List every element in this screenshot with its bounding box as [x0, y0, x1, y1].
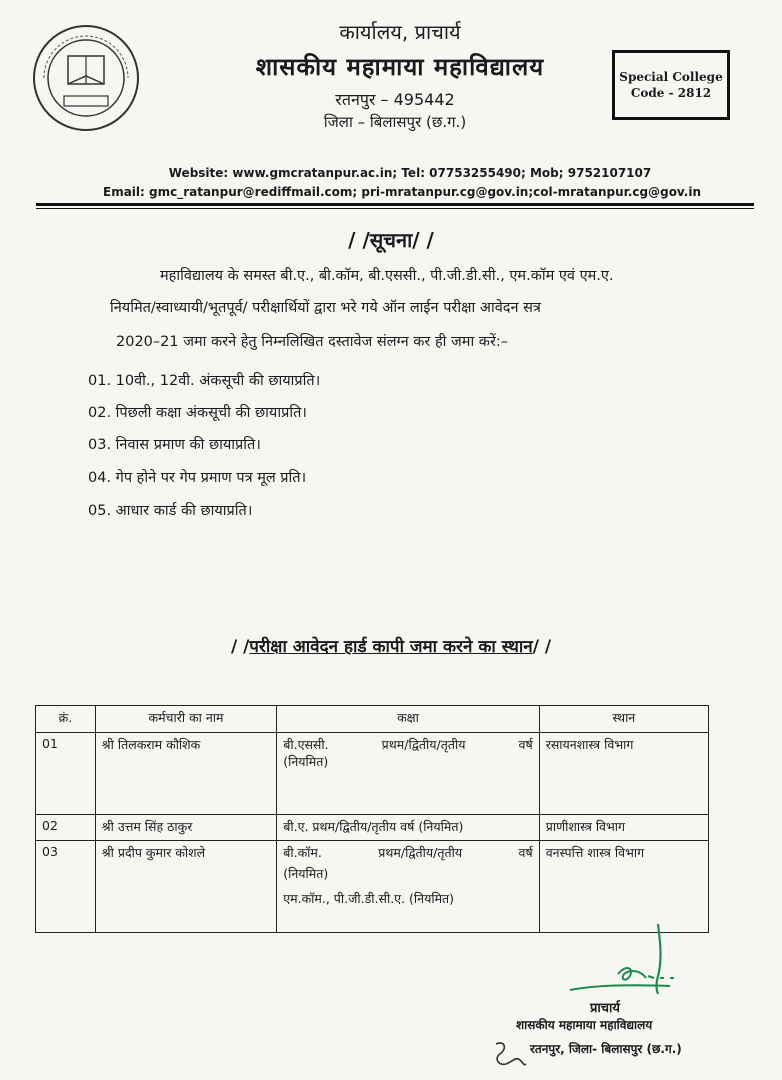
class-line: बी.एससी. प्रथम/द्वितीय/तृतीय वर्ष	[283, 737, 533, 752]
class-line: (नियमित)	[283, 866, 329, 881]
signatory-college: शासकीय महामाया महाविद्यालय	[516, 1018, 653, 1032]
cell-place: रसायनशास्त्र विभाग	[539, 733, 708, 815]
header-class: कक्षा	[277, 706, 540, 733]
title-text: परीक्षा आवेदन हार्ड कापी जमा करने का स्थान	[249, 637, 533, 657]
document-item: 03. निवास प्रमाण की छायाप्रति।	[88, 437, 261, 453]
table-row	[36, 733, 709, 815]
initials-scribble	[490, 1036, 530, 1072]
header-employee-name: कर्मचारी का नाम	[95, 706, 276, 733]
class-line: एम.कॉम., पी.जी.डी.सी.ए. (नियमित)	[283, 891, 455, 906]
code-line-1: Special College	[619, 70, 723, 84]
notice-paragraph-line-2: नियमित/स्वाध्यायी/भूतपूर्व/ परीक्षार्थियों द्वारा भरे गये ऑन लाईन परीक्षा आवेदन सत्र	[110, 300, 541, 316]
submission-table	[35, 705, 709, 933]
cell-serial: 01	[36, 733, 96, 815]
header-divider-thin	[36, 208, 754, 209]
signatory-title: प्राचार्य	[590, 1001, 620, 1016]
cell-class	[277, 815, 540, 841]
cell-name: श्री उत्तम सिंह ठाकुर	[95, 815, 276, 841]
principal-signature	[560, 920, 690, 1000]
contact-emails: Email: gmc_ratanpur@rediffmail.com; pri-mratanpur.cg@gov.in;col-mratanpur.cg@gov.in	[103, 185, 701, 199]
header-divider	[36, 203, 754, 206]
table-row	[36, 841, 709, 933]
header-serial: क्रं.	[36, 706, 96, 733]
office-heading: कार्यालय, प्राचार्य	[339, 20, 461, 44]
class-line: बी.ए. प्रथम/द्वितीय/तृतीय वर्ष (नियमित)	[283, 819, 464, 834]
cell-class	[277, 841, 540, 933]
title-prefix: / /	[230, 637, 250, 657]
table-row	[36, 815, 709, 841]
notice-paragraph-line-1: महाविद्यालय के समस्त बी.ए., बी.कॉम, बी.एससी., पी.जी.डी.सी., एम.कॉम एवं एम.ए.	[160, 268, 614, 284]
notice-paragraph-line-3: 2020–21 जमा करने हेतु निम्नलिखित दस्तावेज संलग्न कर ही जमा करें:–	[116, 334, 509, 350]
contact-website-phone: Website: www.gmcratanpur.ac.in; Tel: 07753255490; Mob; 9752107107	[168, 166, 652, 180]
document-item: 02. पिछली कक्षा अंकसूची की छायाप्रति।	[88, 405, 307, 421]
code-line-2: Code - 2812	[630, 86, 712, 100]
college-city: रतनपुर – 495442	[335, 90, 455, 109]
document-item: 05. आधार कार्ड की छायाप्रति।	[88, 503, 253, 519]
college-name: शासकीय महामाया महाविद्यालय	[255, 53, 545, 81]
document-item: 01. 10वी., 12वी. अंकसूची की छायाप्रति।	[88, 373, 321, 389]
cell-name: श्री तिलकराम कौशिक	[95, 733, 276, 815]
cell-class	[277, 733, 540, 815]
signatory-place: रतनपुर, जिला- बिलासपुर (छ.ग.)	[530, 1042, 682, 1056]
submission-place-title	[0, 634, 782, 657]
table-header-row	[36, 706, 709, 733]
notice-title: / /सूचना/ /	[348, 228, 434, 252]
class-line: बी.कॉम. प्रथम/द्वितीय/तृतीय वर्ष	[283, 845, 533, 860]
college-seal-logo	[30, 22, 142, 134]
college-code-box	[612, 50, 730, 120]
cell-serial: 03	[36, 841, 96, 933]
document-item: 04. गेप होने पर गेप प्रमाण पत्र मूल प्रति।	[88, 470, 307, 486]
cell-name: श्री प्रदीप कुमार कोशले	[95, 841, 276, 933]
college-district: जिला – बिलासपुर (छ.ग.)	[323, 113, 467, 131]
cell-serial: 02	[36, 815, 96, 841]
class-line: (नियमित)	[283, 754, 329, 769]
title-suffix: / /	[532, 637, 552, 657]
cell-place: प्राणीशास्त्र विभाग	[539, 815, 708, 841]
header-place: स्थान	[539, 706, 708, 733]
cell-place: वनस्पत्ति शास्त्र विभाग	[539, 841, 708, 933]
